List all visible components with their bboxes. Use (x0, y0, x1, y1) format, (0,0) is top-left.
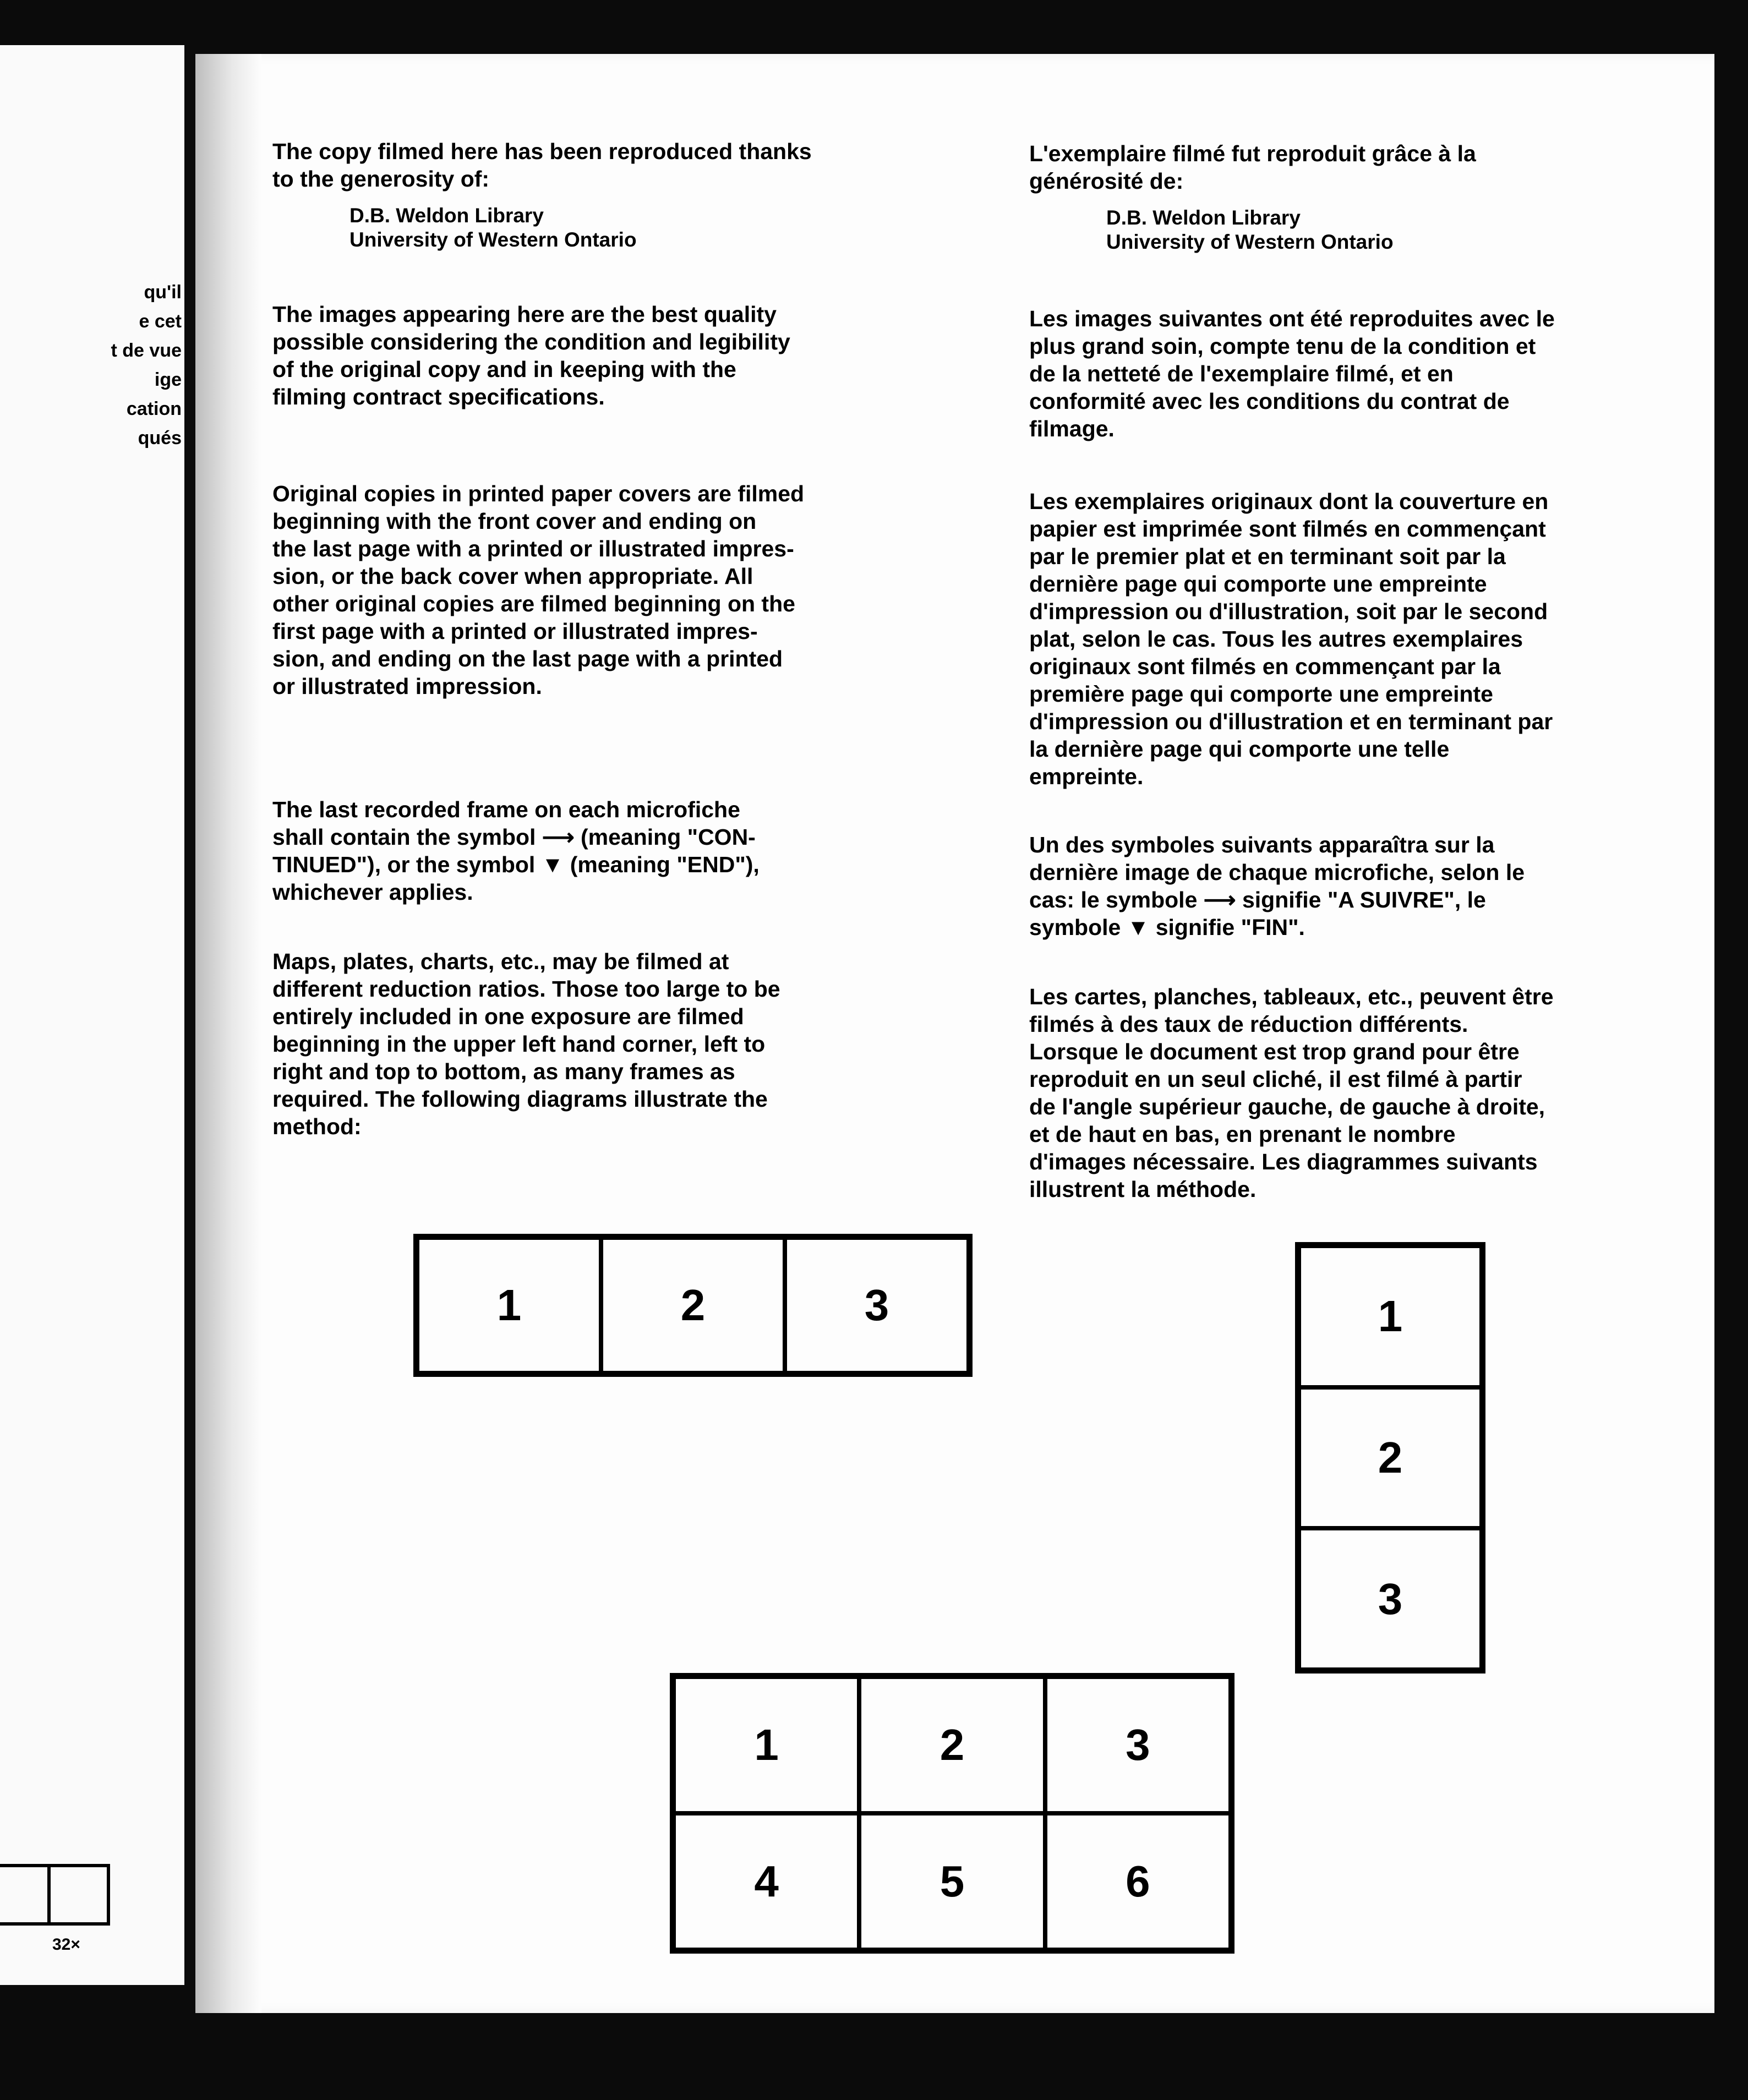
french-library-name: D.B. Weldon Library (1106, 206, 1301, 229)
fragment-line: qu'il (144, 282, 182, 303)
left-page-fragment (0, 45, 184, 1985)
fragment-line: cation (126, 398, 182, 419)
reduction-scale-mark: 32× (52, 1935, 80, 1954)
frame-cell: 1 (1299, 1246, 1482, 1387)
fragment-line: qués (138, 428, 182, 449)
english-column (272, 138, 933, 1140)
english-symbols-text-b: (meaning "CON- TINUED"), or the symbol (272, 824, 756, 877)
page-binding-shadow (195, 54, 261, 2013)
fragment-line: t de vue (111, 340, 182, 361)
french-maps-paragraph: Les cartes, planches, tableaux, etc., peuvent être filmés à des taux de réduction différents. Lorsque le document est trop grand pour être reproduit en un seul cliché, il est filmé à partir de l'angle supérieur gauche, de gauche à droite, et de haut en bas, en prenant le nombre d'images nécessaire. Les diagrammes suivants illustrent la méthode. (1029, 984, 1554, 1202)
end-triangle-icon: ▼ (1127, 915, 1150, 940)
frame-cell: 2 (601, 1238, 785, 1373)
french-column (1029, 140, 1690, 1203)
diagram-cell (47, 1864, 110, 1926)
frame-cell: 3 (785, 1238, 969, 1373)
frame-cell: 1 (674, 1677, 859, 1813)
diagram-grid (670, 1673, 1234, 1954)
left-page-diagram-fragment (0, 1864, 110, 1930)
diagram-cell (0, 1864, 51, 1926)
french-quality-paragraph: Les images suivantes ont été reproduites avec le plus grand soin, compte tenu de la condition et de la netteté de l'exemplaire filmé, et en conformité avec les conditions du contrat de filmage. (1029, 306, 1555, 441)
english-symbols-text-a: The last recorded frame on each microfiche shall contain the symbol (272, 797, 740, 850)
frame-cell: 3 (1299, 1528, 1482, 1670)
frame-cell: 4 (674, 1813, 859, 1950)
french-intro: L'exemplaire filmé fut reproduit grâce à la générosité de: (1029, 141, 1476, 194)
diagram-vertical-strip (1295, 1242, 1485, 1674)
frame-cell: 5 (859, 1813, 1045, 1950)
french-symbols-text-c: signifie "FIN". (1149, 915, 1305, 940)
english-symbols-text-c: (meaning "END"), whichever applies. (272, 852, 760, 905)
english-symbols-paragraph (272, 796, 933, 906)
diagram-horizontal-strip (413, 1234, 973, 1377)
continued-arrow-icon: ⟶ (542, 824, 575, 850)
main-page (195, 54, 1714, 2013)
end-triangle-icon: ▼ (541, 852, 564, 877)
fragment-line: ige (154, 369, 182, 390)
frame-cell: 3 (1045, 1677, 1231, 1813)
continued-arrow-icon: ⟶ (1203, 887, 1236, 912)
frame-cell: 1 (417, 1238, 601, 1373)
english-intro: The copy filmed here has been reproduced thanks to the generosity of: (272, 139, 812, 192)
english-library-university: University of Western Ontario (349, 228, 637, 251)
french-symbols-text-a: Un des symboles suivants apparaîtra sur la dernière image de chaque microfiche, selon le cas: le symbole (1029, 832, 1525, 912)
fragment-line: e cet (139, 311, 182, 332)
english-quality-paragraph: The images appearing here are the best quality possible considering the condition and legibility of the original copy and in keeping with the filming contract specifications. (272, 302, 790, 409)
english-maps-paragraph: Maps, plates, charts, etc., may be filmed at different reduction ratios. Those too large to be entirely included in one exposure are filmed beginning in the upper left hand corner, left to right and top to bottom, as many frames as required. The following diagrams illustrate the method: (272, 949, 780, 1139)
french-covers-paragraph: Les exemplaires originaux dont la couverture en papier est imprimée sont filmés en commençant par le premier plat et en terminant soit par la dernière page qui comporte une empreinte d'impression ou d'illustration, soit par le second plat, selon le cas. Tous les autres exemplaires originaux sont filmés en commençant par la première page qui comporte une empreinte d'impression ou d'illustration et en terminant par la dernière page qui comporte une telle empreinte. (1029, 489, 1553, 789)
french-symbols-text-b: signifie "A SUIVRE", le symbole (1029, 887, 1486, 940)
french-symbols-paragraph (1029, 831, 1690, 941)
frame-cell: 2 (1299, 1387, 1482, 1529)
frame-cell: 2 (859, 1677, 1045, 1813)
frame-cell: 6 (1045, 1813, 1231, 1950)
french-library-university: University of Western Ontario (1106, 231, 1394, 253)
english-library-name: D.B. Weldon Library (349, 204, 544, 227)
english-covers-paragraph: Original copies in printed paper covers are filmed beginning with the front cover and ending on the last page with a printed or illustrated impres- sion, or the back cover when appropriate. All other original copies are filmed beginning on the first page with a printed or illustrated impres- sion, and ending on the last page with a printed or illustrated impression. (272, 481, 805, 699)
